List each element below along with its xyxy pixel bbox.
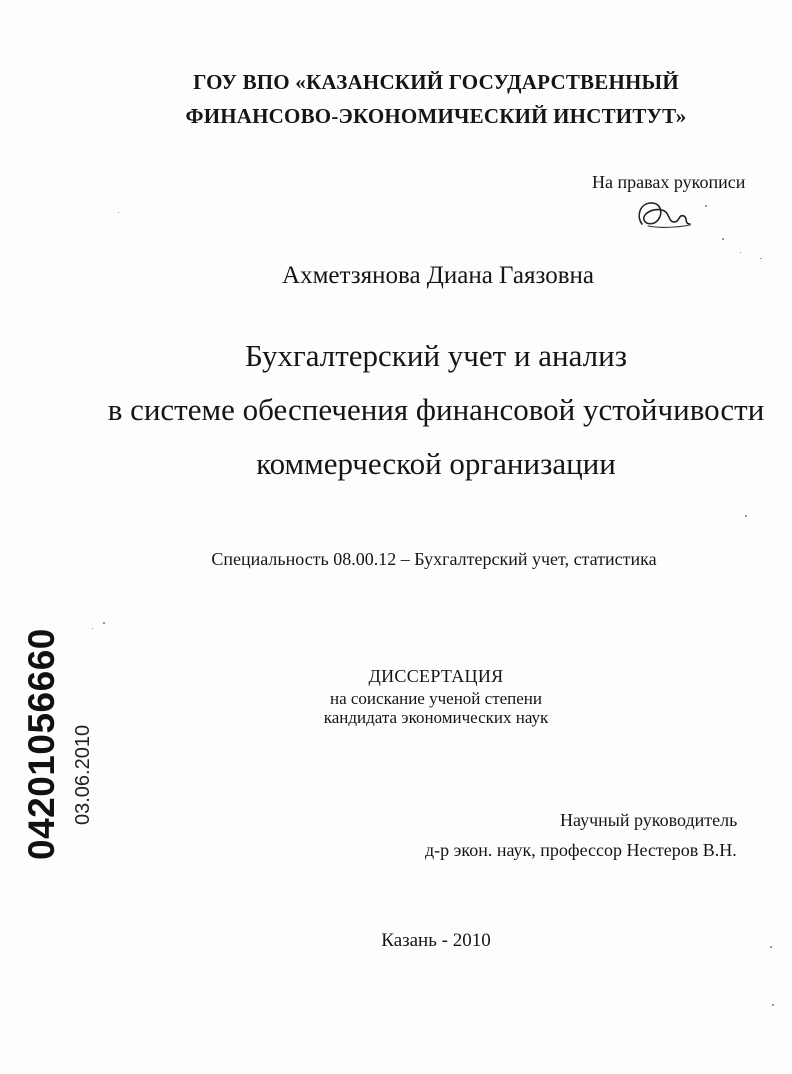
scan-speck <box>118 212 119 213</box>
city-year: Казань - 2010 <box>381 930 491 951</box>
degree-line-1: на соискание ученой степени <box>329 689 543 708</box>
advisor-title: Научный руководитель <box>560 810 738 830</box>
scan-speck <box>705 205 707 207</box>
institution-line-2: ФИНАНСОВО-ЭКОНОМИЧЕСКИЙ ИНСТИТУТ» <box>185 104 687 128</box>
scan-speck <box>760 258 762 259</box>
advisor-name: д-р экон. наук, профессор Нестеров В.Н. <box>425 840 737 860</box>
scan-speck <box>740 252 741 253</box>
archive-stamp <box>22 630 102 860</box>
scan-speck <box>772 1004 774 1006</box>
dissertation-label: ДИССЕРТАЦИЯ <box>368 666 504 686</box>
degree-line-2: кандидата экономических наук <box>323 708 549 727</box>
thesis-title-line-1: Бухгалтерский учет и анализ <box>245 338 627 373</box>
thesis-title-line-2: в системе обеспечения финансовой устойчивости <box>107 392 765 427</box>
institution-line-1: ГОУ ВПО «КАЗАНСКИЙ ГОСУДАРСТВЕННЫЙ <box>193 70 679 94</box>
scan-speck <box>770 946 772 948</box>
rights-note: На правах рукописи <box>592 172 746 192</box>
stamp-number: 04201056660 <box>21 628 62 860</box>
scan-speck <box>722 238 724 240</box>
author-name: Ахметзянова Диана Гаязовна <box>282 262 594 289</box>
specialty-line: Специальность 08.00.12 – Бухгалтерский учет, статистика <box>211 549 657 569</box>
handwritten-signature <box>634 194 694 234</box>
scan-speck <box>103 622 105 624</box>
thesis-title-line-3: коммерческой организации <box>256 446 616 481</box>
scan-speck <box>745 515 747 517</box>
stamp-date: 03.06.2010 <box>72 724 94 825</box>
scan-speck <box>92 628 93 629</box>
